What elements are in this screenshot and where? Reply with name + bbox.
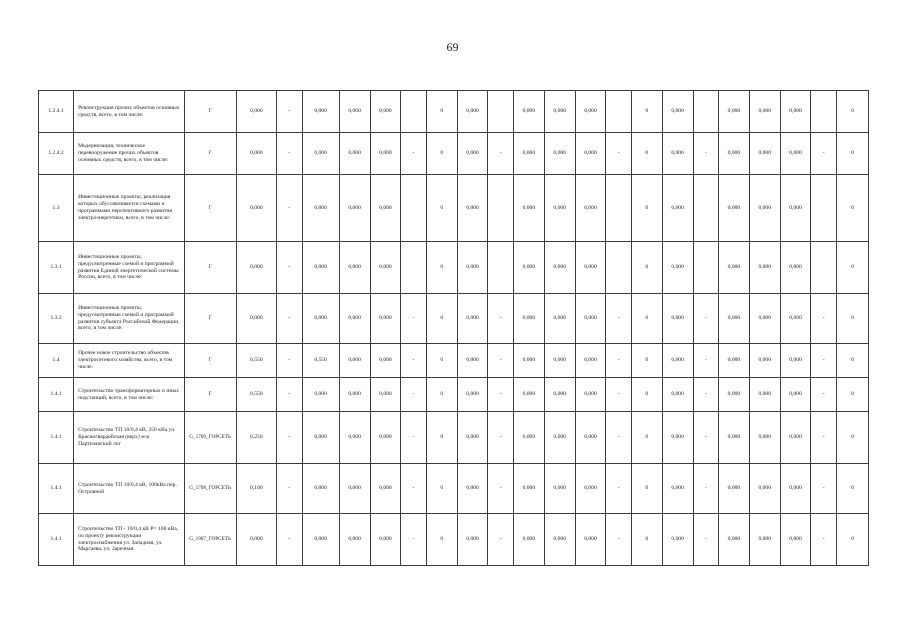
value-cell: 0: [426, 412, 457, 464]
row-code-cell: Г: [184, 344, 236, 378]
value-cell: 0,000: [575, 464, 606, 514]
value-cell: 0,000: [544, 91, 575, 133]
value-cell: 0,000: [457, 294, 488, 344]
value-cell: 0,000: [457, 175, 488, 242]
value-cell: 0,000: [236, 242, 276, 294]
value-cell: 0,000: [513, 242, 544, 294]
value-cell: 0,000: [575, 412, 606, 464]
value-cell: 0: [836, 514, 868, 566]
value-cell: 0,000: [749, 344, 780, 378]
value-cell: [606, 91, 632, 133]
value-cell: 0,000: [780, 344, 811, 378]
value-cell: [488, 91, 514, 133]
table-row: [39, 294, 869, 344]
row-number-cell: 1.4.1: [39, 514, 74, 566]
value-cell: -: [488, 514, 514, 566]
value-cell: 0,000: [662, 294, 693, 344]
value-cell: 0,000: [370, 242, 401, 294]
value-cell: 0: [426, 294, 457, 344]
value-cell: 0: [836, 242, 868, 294]
value-cell: -: [693, 378, 719, 412]
row-number-cell: 1.4.1: [39, 464, 74, 514]
value-cell: 0,000: [544, 175, 575, 242]
value-cell: 0,550: [302, 344, 339, 378]
value-cell: 0,000: [457, 133, 488, 175]
value-cell: -: [811, 133, 837, 175]
value-cell: -: [811, 412, 837, 464]
value-cell: -: [693, 412, 719, 464]
value-cell: 0,000: [236, 175, 276, 242]
value-cell: -: [811, 378, 837, 412]
value-cell: 0,000: [513, 133, 544, 175]
value-cell: 0,000: [544, 378, 575, 412]
value-cell: 0,000: [370, 412, 401, 464]
row-description-cell: Инвестиционные проекты, предусмотренные схемой и программой развития субъекта Российской Федерации, всего, в том числе:: [74, 294, 185, 344]
row-code-cell: Г: [184, 294, 236, 344]
value-cell: -: [811, 344, 837, 378]
value-cell: 0,000: [662, 133, 693, 175]
value-cell: 0,000: [749, 412, 780, 464]
value-cell: 0: [836, 175, 868, 242]
table-row: [39, 412, 869, 464]
value-cell: 0: [631, 133, 662, 175]
value-cell: -: [277, 175, 303, 242]
value-cell: 0,000: [302, 464, 339, 514]
value-cell: -: [277, 242, 303, 294]
value-cell: 0,000: [749, 175, 780, 242]
value-cell: 0,000: [302, 133, 339, 175]
value-cell: 0,000: [780, 175, 811, 242]
value-cell: 0,000: [370, 294, 401, 344]
value-cell: 0,000: [339, 242, 370, 294]
row-description-cell: Строительство ТП 10/0,4 кВ, 250 кВа ул. Красногвардейская (верх) м-р Партизанский лог: [74, 412, 185, 464]
value-cell: -: [606, 412, 632, 464]
value-cell: [693, 175, 719, 242]
value-cell: -: [693, 344, 719, 378]
value-cell: -: [488, 133, 514, 175]
value-cell: 0: [426, 242, 457, 294]
value-cell: 0,000: [719, 294, 750, 344]
value-cell: 0,000: [457, 464, 488, 514]
value-cell: 0,000: [513, 294, 544, 344]
value-cell: -: [401, 294, 427, 344]
value-cell: -: [401, 514, 427, 566]
value-cell: -: [401, 344, 427, 378]
value-cell: 0: [426, 378, 457, 412]
value-cell: 0,000: [780, 378, 811, 412]
value-cell: 0: [836, 91, 868, 133]
value-cell: 0,000: [749, 242, 780, 294]
value-cell: 0: [426, 175, 457, 242]
table-row: [39, 344, 869, 378]
value-cell: 0: [836, 133, 868, 175]
row-code-cell: G_1708_ГОРСЕТЬ: [184, 464, 236, 514]
value-cell: 0,000: [575, 242, 606, 294]
value-cell: 0,000: [780, 91, 811, 133]
value-cell: 0: [836, 344, 868, 378]
value-cell: 0,000: [302, 294, 339, 344]
value-cell: 0,000: [575, 378, 606, 412]
row-description-cell: Реконструкция прочих объектов основных средств, всего, в том числе:: [74, 91, 185, 133]
value-cell: -: [693, 133, 719, 175]
row-description-cell: Строительство ТП - 10/0,4 кВ Р= 160 кВа, по проекту реконструкции электроснабжения ул. Западная, ул. Марсаева, ул. Заречная.: [74, 514, 185, 566]
table-row: [39, 378, 869, 412]
value-cell: -: [277, 133, 303, 175]
table-row: [39, 175, 869, 242]
value-cell: 0,000: [544, 464, 575, 514]
value-cell: -: [277, 412, 303, 464]
row-number-cell: 1.4: [39, 344, 74, 378]
value-cell: 0,000: [780, 133, 811, 175]
value-cell: 0: [631, 175, 662, 242]
value-cell: -: [606, 464, 632, 514]
value-cell: 0,000: [370, 344, 401, 378]
value-cell: [488, 242, 514, 294]
value-cell: 0,250: [236, 412, 276, 464]
value-cell: 0,000: [457, 514, 488, 566]
value-cell: 0,000: [749, 91, 780, 133]
value-cell: 0,000: [513, 378, 544, 412]
value-cell: 0,000: [662, 175, 693, 242]
value-cell: [606, 175, 632, 242]
value-cell: -: [693, 294, 719, 344]
row-number-cell: 1.4.1: [39, 378, 74, 412]
value-cell: 0: [836, 294, 868, 344]
value-cell: -: [401, 133, 427, 175]
row-description-cell: Строительство ТП 10/0,4 кВ, 100кВа пер. Островной: [74, 464, 185, 514]
value-cell: 0: [631, 91, 662, 133]
value-cell: 0: [631, 294, 662, 344]
value-cell: 0,000: [339, 514, 370, 566]
value-cell: -: [606, 344, 632, 378]
value-cell: 0,000: [749, 514, 780, 566]
value-cell: 0,000: [575, 514, 606, 566]
value-cell: 0,000: [749, 378, 780, 412]
value-cell: -: [488, 378, 514, 412]
value-cell: [811, 91, 837, 133]
value-cell: -: [811, 464, 837, 514]
value-cell: 0,000: [780, 514, 811, 566]
value-cell: 0,000: [236, 514, 276, 566]
value-cell: 0,000: [457, 242, 488, 294]
value-cell: 0,000: [575, 175, 606, 242]
value-cell: 0,000: [780, 412, 811, 464]
value-cell: [488, 175, 514, 242]
value-cell: 0,000: [662, 378, 693, 412]
table-row: [39, 464, 869, 514]
value-cell: 0: [836, 412, 868, 464]
value-cell: [693, 91, 719, 133]
value-cell: 0,000: [544, 344, 575, 378]
value-cell: -: [811, 514, 837, 566]
value-cell: 0,000: [544, 242, 575, 294]
row-number-cell: 1.3.2: [39, 294, 74, 344]
value-cell: 0,000: [749, 294, 780, 344]
row-description-cell: Инвестиционные проекты, реализация которых обуславливается схемами и программами перспективного развития электроэнергетики, всего, в том числе:: [74, 175, 185, 242]
value-cell: -: [488, 344, 514, 378]
value-cell: 0,000: [719, 175, 750, 242]
value-cell: 0,000: [662, 464, 693, 514]
value-cell: -: [488, 294, 514, 344]
value-cell: 0,000: [719, 242, 750, 294]
value-cell: 0,000: [513, 344, 544, 378]
value-cell: 0,000: [339, 344, 370, 378]
value-cell: [401, 175, 427, 242]
value-cell: -: [606, 294, 632, 344]
value-cell: 0,000: [370, 91, 401, 133]
value-cell: [811, 242, 837, 294]
row-number-cell: 1.3: [39, 175, 74, 242]
value-cell: [811, 175, 837, 242]
value-cell: 0,000: [719, 464, 750, 514]
value-cell: 0,000: [236, 294, 276, 344]
value-cell: 0,000: [719, 514, 750, 566]
value-cell: 0,000: [457, 344, 488, 378]
value-cell: 0,000: [575, 91, 606, 133]
value-cell: 0,000: [370, 175, 401, 242]
value-cell: 0,000: [780, 294, 811, 344]
value-cell: 0,000: [544, 294, 575, 344]
row-description-cell: Прочее новое строительство объектов электросетевого хозяйства, всего, в том числе:: [74, 344, 185, 378]
value-cell: 0,000: [302, 242, 339, 294]
value-cell: 0,100: [236, 464, 276, 514]
value-cell: 0,000: [544, 133, 575, 175]
value-cell: 0,000: [513, 91, 544, 133]
value-cell: [606, 242, 632, 294]
value-cell: -: [277, 91, 303, 133]
table-row: [39, 514, 869, 566]
value-cell: -: [277, 378, 303, 412]
value-cell: 0,000: [236, 91, 276, 133]
value-cell: 0: [836, 464, 868, 514]
value-cell: 0,000: [513, 175, 544, 242]
value-cell: 0,000: [513, 514, 544, 566]
value-cell: 0,000: [662, 514, 693, 566]
value-cell: 0: [631, 514, 662, 566]
value-cell: 0,000: [302, 514, 339, 566]
value-cell: 0: [631, 344, 662, 378]
value-cell: 0,000: [575, 133, 606, 175]
value-cell: -: [277, 464, 303, 514]
row-description-cell: Строительство трансформаторных и иных подстанций, всего, в том числе:: [74, 378, 185, 412]
value-cell: 0,000: [302, 412, 339, 464]
value-cell: 0: [426, 91, 457, 133]
value-cell: 0,000: [339, 378, 370, 412]
row-number-cell: 1.2.4.2: [39, 133, 74, 175]
table-row: [39, 133, 869, 175]
value-cell: -: [488, 464, 514, 514]
value-cell: 0,000: [749, 133, 780, 175]
value-cell: 0,000: [749, 464, 780, 514]
row-code-cell: Г: [184, 133, 236, 175]
value-cell: 0,000: [662, 344, 693, 378]
row-code-cell: G_1709_ГОРСЕТЬ: [184, 412, 236, 464]
value-cell: 0,000: [719, 133, 750, 175]
value-cell: 0,000: [780, 464, 811, 514]
value-cell: 0,000: [339, 412, 370, 464]
value-cell: -: [401, 412, 427, 464]
value-cell: 0: [631, 464, 662, 514]
value-cell: 0,000: [236, 133, 276, 175]
value-cell: 0,000: [457, 91, 488, 133]
value-cell: 0,000: [457, 378, 488, 412]
value-cell: 0,000: [513, 412, 544, 464]
value-cell: -: [488, 412, 514, 464]
value-cell: 0: [631, 242, 662, 294]
value-cell: 0,000: [719, 412, 750, 464]
value-cell: 0,000: [575, 294, 606, 344]
value-cell: 0,000: [575, 344, 606, 378]
value-cell: 0,000: [370, 514, 401, 566]
value-cell: -: [693, 514, 719, 566]
report-table-body: [39, 91, 869, 566]
value-cell: 0,000: [662, 91, 693, 133]
value-cell: -: [606, 514, 632, 566]
row-description-cell: Модернизация, техническое перевооружение прочих объектов основных средств, всего, в том числе:: [74, 133, 185, 175]
value-cell: 0: [836, 378, 868, 412]
value-cell: -: [811, 294, 837, 344]
value-cell: 0,000: [339, 294, 370, 344]
value-cell: 0,000: [302, 175, 339, 242]
row-code-cell: Г: [184, 242, 236, 294]
value-cell: 0,550: [236, 378, 276, 412]
row-code-cell: G_1907_ГОРСЕТЬ: [184, 514, 236, 566]
table-row: [39, 242, 869, 294]
value-cell: 0,000: [339, 464, 370, 514]
row-code-cell: Г: [184, 175, 236, 242]
value-cell: 0,550: [236, 344, 276, 378]
value-cell: [401, 242, 427, 294]
row-code-cell: Г: [184, 91, 236, 133]
value-cell: 0,000: [544, 514, 575, 566]
value-cell: 0,000: [339, 133, 370, 175]
row-number-cell: 1.2.4.1: [39, 91, 74, 133]
row-description-cell: Инвестиционные проекты, предусмотренные схемой и программой развития Единой энергетической системы России, всего, в том числе:: [74, 242, 185, 294]
value-cell: 0,000: [370, 133, 401, 175]
value-cell: 0,000: [339, 91, 370, 133]
value-cell: 0: [426, 344, 457, 378]
value-cell: [401, 91, 427, 133]
value-cell: 0,000: [662, 242, 693, 294]
value-cell: 0: [631, 378, 662, 412]
value-cell: 0,000: [302, 378, 339, 412]
value-cell: -: [401, 464, 427, 514]
value-cell: 0,000: [780, 242, 811, 294]
table-row: [39, 91, 869, 133]
value-cell: 0,000: [302, 91, 339, 133]
value-cell: 0,000: [370, 464, 401, 514]
value-cell: 0: [426, 464, 457, 514]
value-cell: -: [277, 294, 303, 344]
value-cell: -: [277, 344, 303, 378]
value-cell: 0: [631, 412, 662, 464]
value-cell: 0,000: [719, 344, 750, 378]
page-number: 69: [446, 40, 459, 54]
value-cell: 0: [426, 133, 457, 175]
value-cell: 0,000: [719, 378, 750, 412]
row-number-cell: 1.4.1: [39, 412, 74, 464]
value-cell: 0,000: [370, 378, 401, 412]
value-cell: -: [606, 133, 632, 175]
value-cell: -: [401, 378, 427, 412]
value-cell: 0,000: [457, 412, 488, 464]
value-cell: 0,000: [544, 412, 575, 464]
row-number-cell: 1.3.1: [39, 242, 74, 294]
value-cell: 0,000: [339, 175, 370, 242]
value-cell: -: [693, 464, 719, 514]
row-code-cell: Г: [184, 378, 236, 412]
value-cell: -: [606, 378, 632, 412]
value-cell: 0,000: [513, 464, 544, 514]
value-cell: 0,000: [719, 91, 750, 133]
value-cell: -: [277, 514, 303, 566]
value-cell: 0: [426, 514, 457, 566]
value-cell: 0,000: [662, 412, 693, 464]
report-table: [38, 90, 869, 566]
value-cell: [693, 242, 719, 294]
